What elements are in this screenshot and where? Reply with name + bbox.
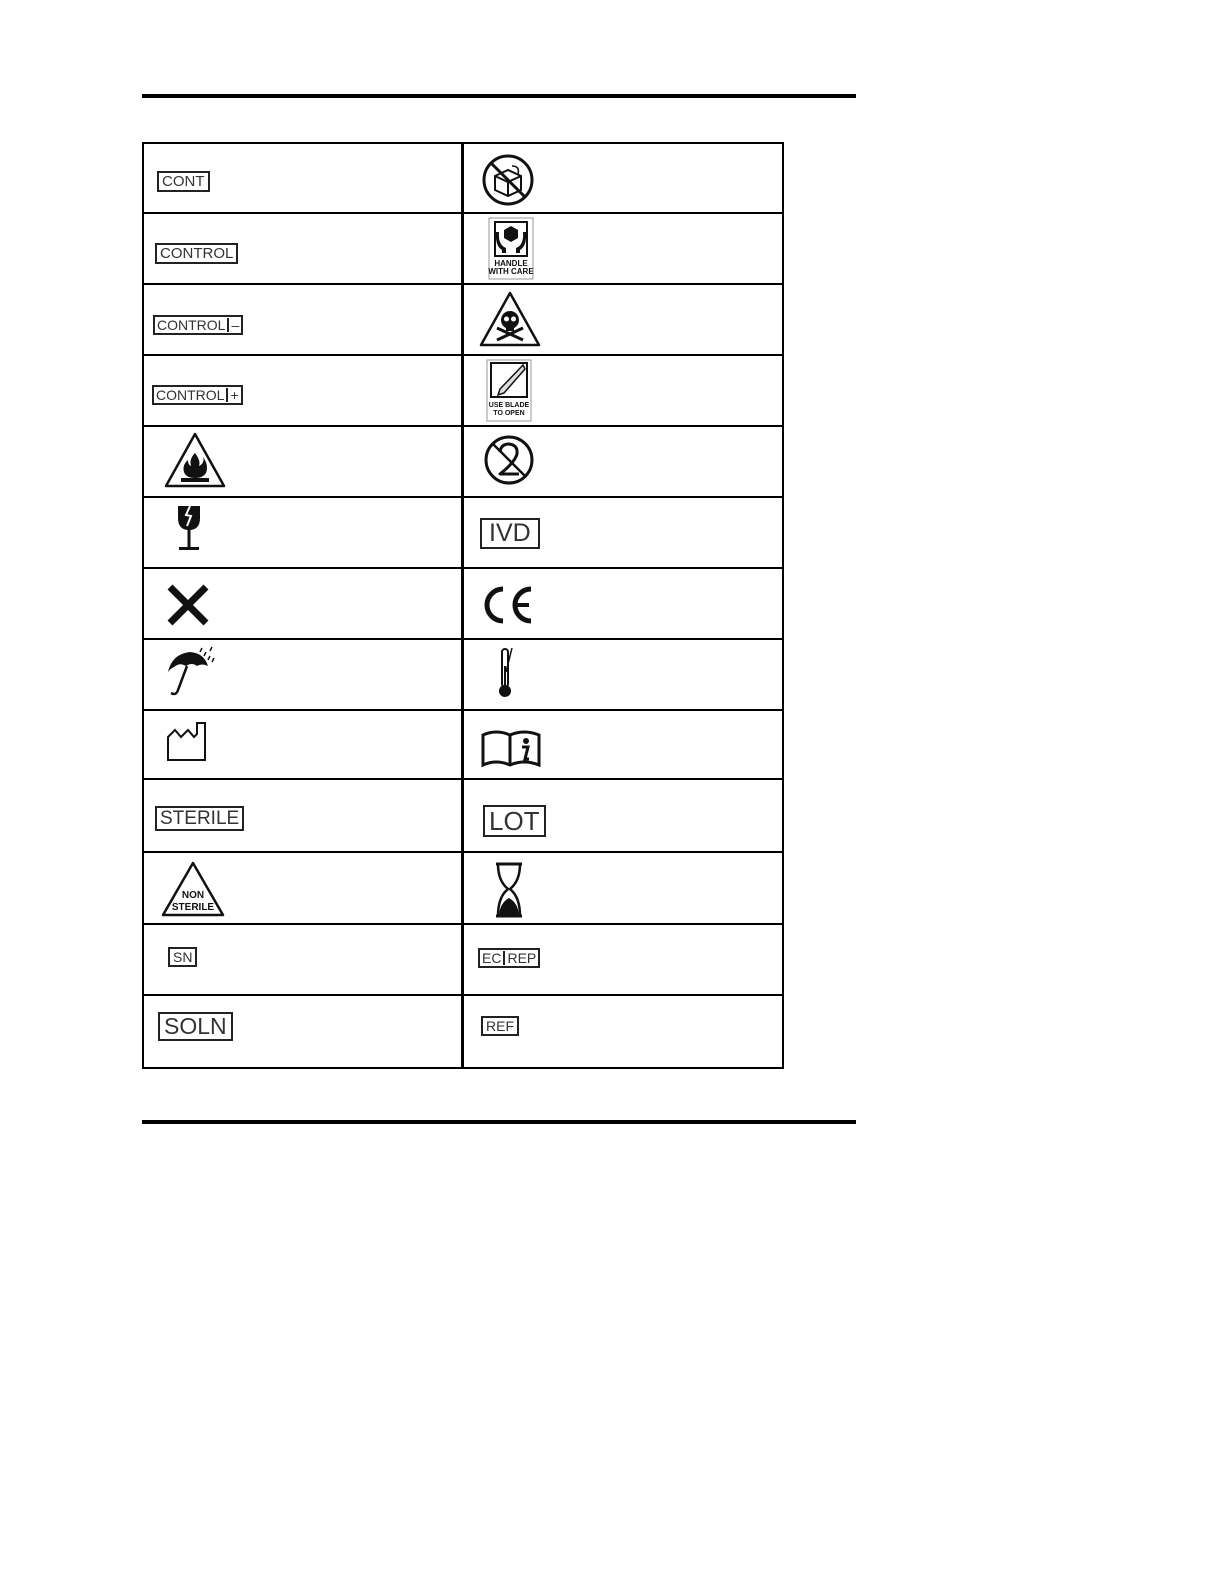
table-row-cell [464,569,782,640]
control-negative-label [153,315,243,335]
table-row-cell [144,427,464,498]
non-sterile-line2: STERILE [171,902,215,913]
table-row-cell [464,285,782,356]
ref-label: REF [481,1016,519,1036]
rep-text: REP [503,951,538,965]
bottom-rule [142,1120,856,1124]
table-row-cell [144,214,464,285]
table-row-cell [464,214,782,285]
control-positive-label [152,385,243,405]
cont-label: CONT [157,171,210,192]
table-row-cell [464,853,782,925]
ivd-label: IVD [480,518,540,549]
table-row-cell [144,640,464,711]
handle-with-care-line2: WITH CARE [488,267,534,276]
use-blade-line1: USE BLADE [488,402,530,409]
table-row-cell [464,427,782,498]
handle-with-care-icon [488,217,534,280]
table-row-cell [144,498,464,569]
do-not-use-icon [166,583,210,627]
positive-sign: + [226,388,240,402]
table-row-cell [464,996,782,1067]
control-label: CONTROL [155,243,238,264]
negative-sign: – [227,318,241,332]
handle-with-care-line1: HANDLE [494,259,528,268]
control-word: CONTROL [157,317,226,333]
non-sterile-line1: NON [181,890,205,901]
symbols-table [142,142,784,1069]
table-row-cell [464,144,782,214]
table-row-cell [464,925,782,996]
table-row-cell [464,640,782,711]
use-blade-to-open-icon [486,359,532,422]
ec-rep-label [478,948,540,968]
table-row-cell [464,780,782,853]
serial-number-label: SN [168,947,197,967]
fragile-icon [175,504,203,552]
sterile-label: STERILE [155,806,244,831]
table-row-cell [464,356,782,427]
lot-label: LOT [483,805,546,837]
non-sterile-icon [160,860,226,918]
table-row-cell [144,356,464,427]
table-row-cell [144,711,464,780]
expiry-hourglass-icon [493,861,525,919]
table-row-cell [464,711,782,780]
table-row-cell [144,780,464,853]
table-row-cell [144,144,464,214]
consult-instructions-icon [480,727,542,769]
use-blade-line2: TO OPEN [493,410,525,417]
table-row-cell [464,498,782,569]
do-not-use-if-damaged-icon [482,154,534,206]
flammable-icon [163,431,227,489]
toxic-icon [478,290,542,347]
control-word: CONTROL [156,387,225,403]
temperature-limit-icon [492,646,516,700]
keep-dry-icon [164,646,218,700]
manufacturer-icon [165,721,209,763]
top-rule [142,94,856,98]
table-row-cell [144,925,464,996]
table-row-cell [144,569,464,640]
ec-text: EC [482,950,502,966]
table-row-cell [144,996,464,1067]
solution-label: SOLN [158,1012,233,1041]
table-row-cell [144,853,464,925]
ce-mark-icon [481,585,537,625]
table-row-cell [144,285,464,356]
do-not-reuse-icon [484,435,534,485]
